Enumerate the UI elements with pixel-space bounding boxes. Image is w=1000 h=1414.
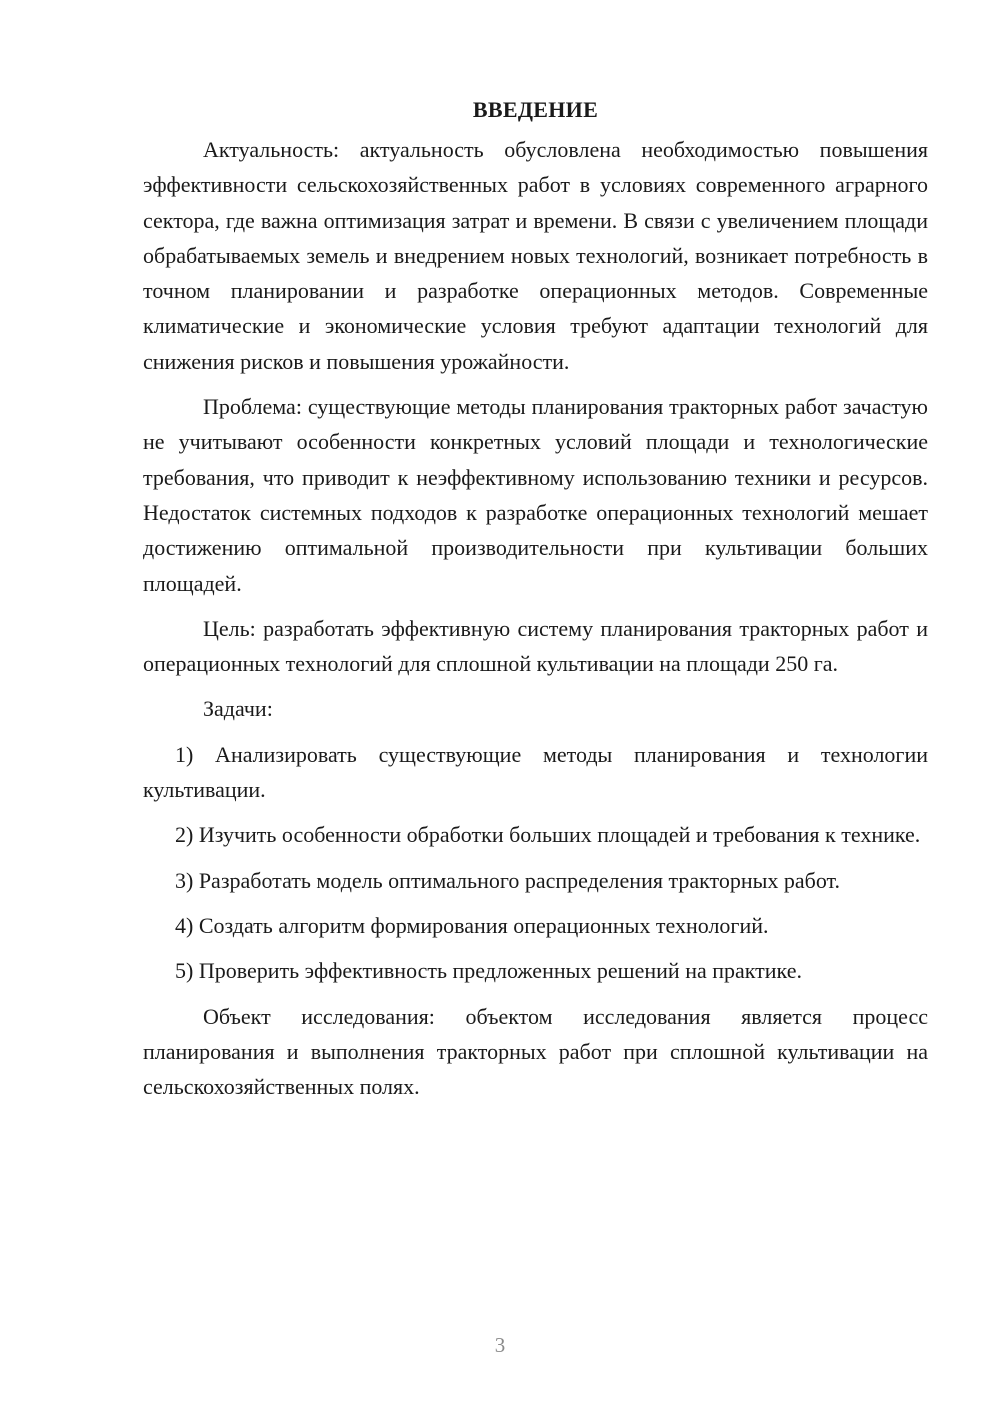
problem-paragraph: Проблема: существующие методы планирования тракторных работ зачастую не учитывают особенности конкретных условий площади и технологические требования, что приводит к неэффективному использованию техники и ресурсов. Недостаток системных подходов к разработке операционных технологий мешает достижению оптимальной производительности при культивации больших площадей. xyxy=(143,394,928,596)
task-item-4: 4) Создать алгоритм формирования операционных технологий. xyxy=(175,912,769,938)
goal-paragraph: Цель: разработать эффективную систему планирования тракторных работ и операционных технологий для сплошной культивации на площади 250 га. xyxy=(143,615,928,677)
document-page xyxy=(143,92,928,1114)
relevance-paragraph: Актуальность: актуальность обусловлена необходимостью повышения эффективности сельскохозяйственных работ в условиях современного аграрного сектора, где важна оптимизация затрат и времени. В связи с увеличением площади обрабатываемых земель и внедрением новых технологий, возникает потребность в точном планировании и разработке операционных методов. Современные климатические и экономические условия требуют адаптации технологий для снижения рисков и повышения урожайности. xyxy=(143,137,928,374)
task-item-5: 5) Проверить эффективность предложенных решений на практике. xyxy=(175,958,802,984)
task-item-3: 3) Разработать модель оптимального распределения тракторных работ. xyxy=(175,867,841,893)
task-item-1: 1) Анализировать существующие методы планирования и технологии культивации. xyxy=(143,741,928,803)
page-number: 3 xyxy=(494,1333,506,1357)
object-paragraph: Объект исследования: объектом исследования является процесс планирования и выполнения тракторных работ при сплошной культивации на сельскохозяйственных полях. xyxy=(143,1003,928,1100)
section-title: ВВЕДЕНИЕ xyxy=(472,97,599,122)
tasks-heading: Задачи: xyxy=(203,696,273,722)
task-item-2: 2) Изучить особенности обработки больших площадей и требования к технике. xyxy=(175,822,921,848)
